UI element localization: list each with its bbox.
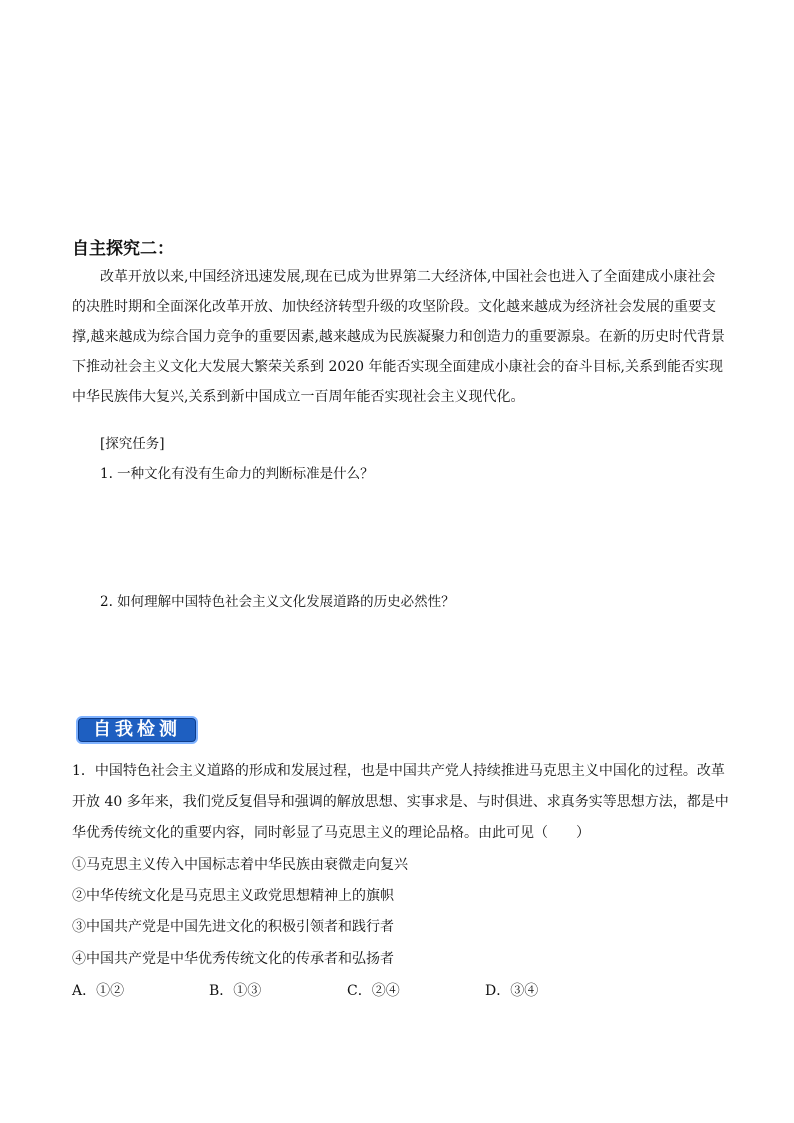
mcq-stem-line: 开放 40 多年来，我们党反复倡导和强调的解放思想、实事求是、与时俱进、求真务实等思想方法，都是中 <box>72 794 729 810</box>
paragraph-line: 撑,越来越成为综合国力竞争的重要因素,越来越成为民族凝聚力和创造力的重要源泉。在新的历史时代背景 <box>72 329 725 345</box>
self-check-badge: 自我检测 <box>76 716 198 744</box>
task-label: [探究任务] <box>100 436 165 452</box>
paragraph-line: 的决胜时期和全面深化改革开放、加快经济转型升级的攻坚阶段。文化越来越成为经济社会发展的重要支 <box>72 299 716 315</box>
statement-4: ④中国共产党是中华优秀传统文化的传承者和弘扬者 <box>72 951 394 967</box>
statement-3: ③中国共产党是中国先进文化的积极引领者和践行者 <box>72 919 394 935</box>
option-a: A．①② <box>72 983 125 999</box>
option-c: C．②④ <box>347 983 400 999</box>
option-b: B．①③ <box>209 983 262 999</box>
paragraph-line: 中华民族伟大复兴,关系到新中国成立一百周年能否实现社会主义现代化。 <box>72 389 525 405</box>
question-2: 2. 如何理解中国特色社会主义文化发展道路的历史必然性？ <box>100 594 455 610</box>
mcq-stem-line: 1．中国特色社会主义道路的形成和发展过程，也是中国共产党人持续推进马克思主义中国化的过程。改革 <box>72 763 725 779</box>
section-title: 自主探究二： <box>72 239 174 259</box>
paragraph-line: 下推动社会主义文化大发展大繁荣关系到 2020 年能否实现全面建成小康社会的奋斗目标,关系到能否实现 <box>72 359 723 375</box>
paragraph-line: 改革开放以来,中国经济迅速发展,现在已成为世界第二大经济体,中国社会也进入了全面建成小康社会 <box>100 269 716 285</box>
question-1: 1. 一种文化有没有生命力的判断标准是什么？ <box>100 466 374 482</box>
statement-1: ①马克思主义传入中国标志着中华民族由衰微走向复兴 <box>72 857 408 873</box>
mcq-stem-line: 华优秀传统文化的重要内容，同时彰显了马克思主义的理论品格。由此可见（ ） <box>72 825 590 841</box>
option-d: D．③④ <box>485 983 539 999</box>
statement-2: ②中华传统文化是马克思主义政党思想精神上的旗帜 <box>72 888 394 904</box>
